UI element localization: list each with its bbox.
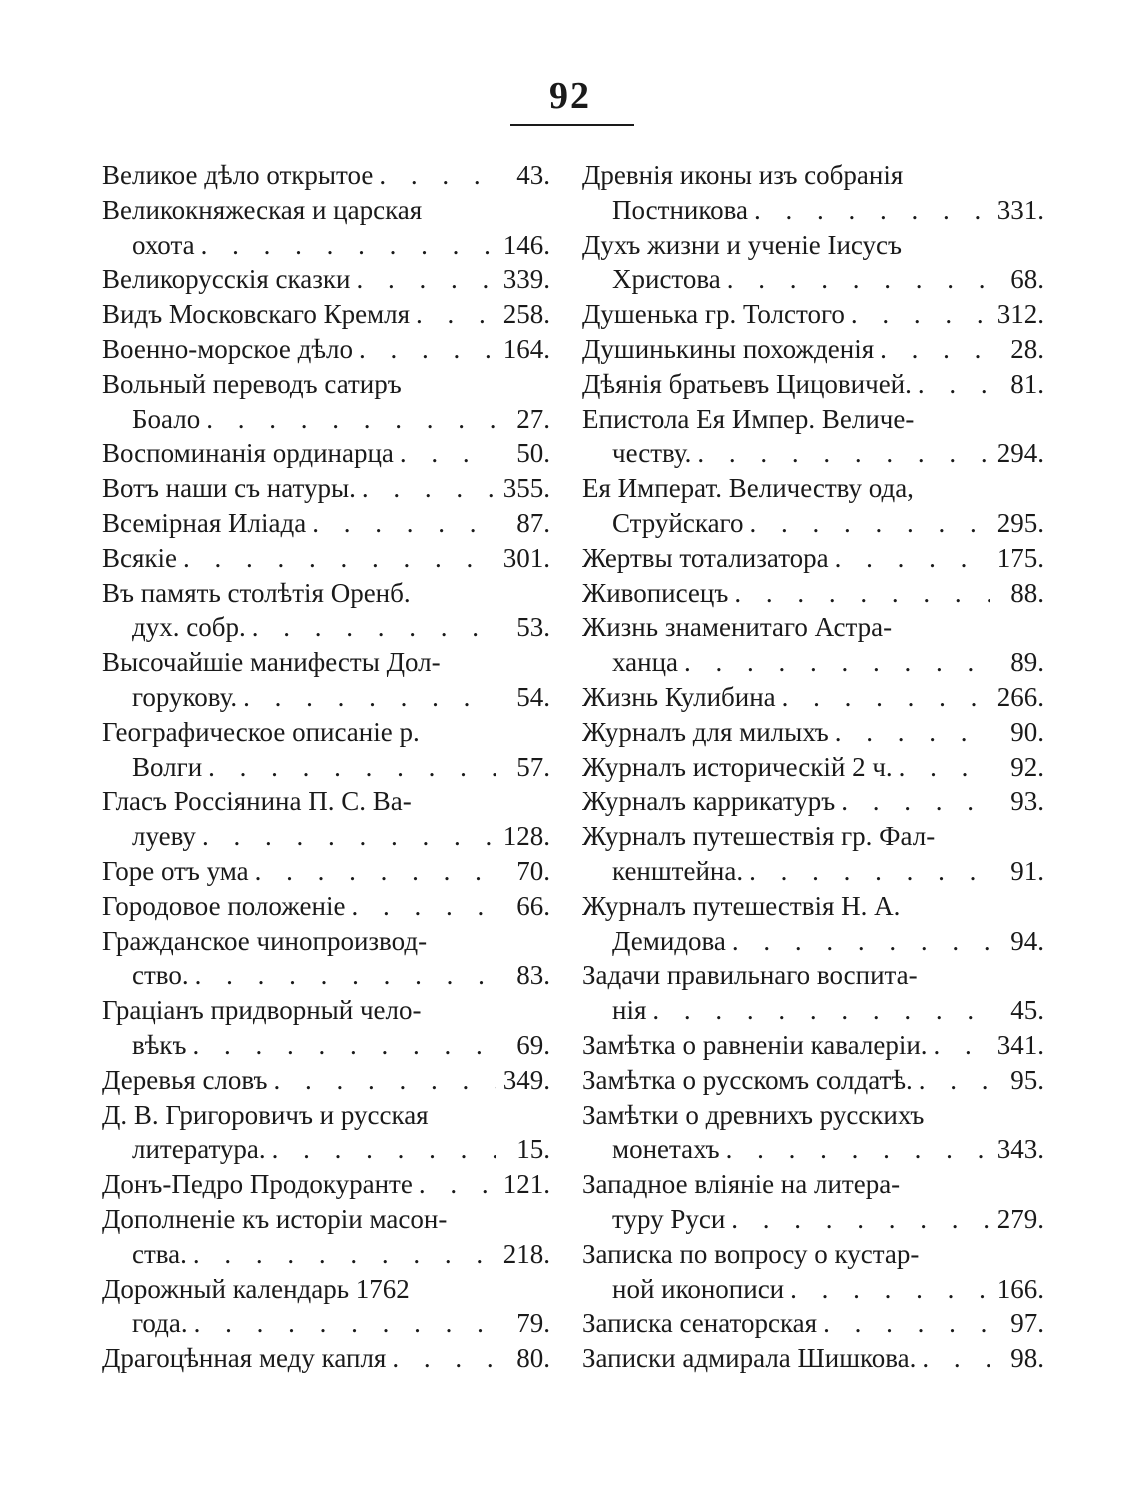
index-entry-page: 45.: [1010, 995, 1044, 1026]
index-entry-line: [582, 1237, 1044, 1272]
index-entry-line: [102, 1167, 550, 1202]
index-entry-title: Журналъ путешествія гр. Фал-: [582, 821, 936, 852]
index-entry: [582, 1306, 1044, 1341]
dot-leader: [350, 262, 496, 297]
index-entry-title: Жизнь знаменитаго Астра-: [582, 612, 893, 643]
index-entry: [582, 1341, 1044, 1376]
index-entry-title: Дополненіе къ исторіи масон-: [102, 1203, 448, 1234]
index-entry-continuation: [102, 680, 550, 715]
index-entry-page: 68.: [1010, 264, 1044, 295]
index-entry-title: года.: [132, 1308, 188, 1339]
index-entry-line: [582, 750, 1044, 785]
index-entry: [102, 576, 550, 646]
index-entry-continuation: [102, 819, 550, 854]
index-entry-title: Гражданское чинопроизвод-: [102, 925, 428, 956]
index-entry-title: литература.: [132, 1134, 266, 1165]
dot-leader: [237, 680, 496, 715]
index-entry-title: Великое дѣло открытое: [102, 160, 374, 190]
dot-leader: [187, 1028, 497, 1063]
dot-leader: [928, 1028, 990, 1063]
index-entry-page: 279.: [996, 1203, 1044, 1234]
index-entry-line: [582, 680, 1044, 715]
dot-leader: [177, 541, 496, 576]
index-entry-title: туру Руси: [612, 1203, 726, 1234]
index-entry-continuation: [582, 1132, 1044, 1167]
index-entry-page: 301.: [502, 542, 550, 573]
index-entry: [582, 297, 1044, 332]
index-entry-page: 27.: [516, 403, 550, 434]
index-entry-page: 341.: [996, 1029, 1044, 1060]
index-entry-line: [582, 889, 1044, 924]
dot-leader: [743, 506, 990, 541]
index-entry: [582, 402, 1044, 472]
index-entry: [582, 367, 1044, 402]
index-entry-page: 90.: [1010, 716, 1044, 747]
index-entry-line: [582, 332, 1044, 367]
index-entry-line: [102, 993, 550, 1028]
index-entry-line: [582, 1098, 1044, 1133]
index-entry-continuation: [582, 854, 1044, 889]
index-entry-line: [102, 1341, 550, 1376]
index-entry-page: 294.: [996, 438, 1044, 469]
index-entry-page: 121.: [502, 1169, 550, 1200]
index-entry: [102, 297, 550, 332]
dot-leader: [893, 750, 990, 785]
index-entry-page: 349.: [502, 1064, 550, 1095]
index-entry-title: Горе отъ ума: [102, 855, 249, 886]
dot-leader: [678, 645, 990, 680]
index-entry-line: [102, 645, 550, 680]
index-entry-page: 166.: [996, 1273, 1044, 1304]
index-entry-title: Журналъ каррикатуръ: [582, 786, 836, 817]
index-entry: [582, 1063, 1044, 1098]
dot-leader: [202, 750, 496, 785]
index-entry-line: [102, 576, 550, 611]
index-entry: [102, 993, 550, 1063]
index-entry: [582, 1098, 1044, 1168]
index-entry-line: [102, 715, 550, 750]
dot-leader: [725, 1202, 990, 1237]
index-entry-page: 54.: [516, 681, 550, 712]
index-entry-line: [582, 1306, 1044, 1341]
dot-leader: [356, 471, 496, 506]
index-entry: [582, 576, 1044, 611]
dot-leader: [817, 1306, 990, 1341]
index-entry-page: 43.: [516, 160, 550, 190]
index-entry-line: [102, 541, 550, 576]
index-entry-title: Географическое описаніе р.: [102, 716, 420, 747]
index-entry-title: дух. собр.: [132, 612, 246, 643]
index-entry: [102, 645, 550, 715]
index-entry-title: кенштейна.: [612, 855, 744, 886]
dot-leader: [913, 1063, 990, 1098]
index-entry-page: 98.: [1010, 1343, 1044, 1374]
index-entry-title: Гласъ Россіянина П. С. Ва-: [102, 786, 412, 817]
index-entry-page: 164.: [502, 333, 550, 364]
index-entry-line: [102, 506, 550, 541]
index-entry-continuation: [102, 958, 550, 993]
index-entry-title: Великокняжеская и царская: [102, 194, 423, 225]
dot-leader: [266, 1132, 496, 1167]
index-entry: [582, 1028, 1044, 1063]
index-entry-title: Ея Императ. Величеству ода,: [582, 473, 914, 504]
index-entry: [582, 158, 1044, 228]
index-entry-continuation: [102, 750, 550, 785]
index-entry-page: 355.: [502, 473, 550, 504]
index-entry-continuation: [582, 1272, 1044, 1307]
index-entry-title: Замѣтки о древнихъ русскихъ: [582, 1099, 925, 1130]
page-number: 92: [549, 75, 591, 117]
index-entry-title: Боало: [132, 403, 201, 434]
index-entry-title: Городовое положеніе: [102, 890, 346, 921]
index-entry-line: [582, 471, 1044, 506]
index-entry-page: 266.: [996, 681, 1044, 712]
index-entry-line: [582, 610, 1044, 645]
index-entry-page: 81.: [1010, 368, 1044, 399]
index-entry-title: Епистола Ея Импер. Величе-: [582, 403, 915, 434]
index-entry-page: 28.: [1010, 333, 1044, 364]
index-entry: [102, 193, 550, 263]
dot-leader: [195, 228, 496, 263]
index-entry-line: [582, 715, 1044, 750]
index-entry-page: 312.: [996, 299, 1044, 330]
index-entry-page: 57.: [516, 751, 550, 782]
index-entry-title: Драгоцѣнная меду капля: [102, 1343, 387, 1374]
index-entry-line: [582, 1341, 1044, 1376]
index-entry: [102, 889, 550, 924]
index-entry-page: 331.: [996, 194, 1044, 225]
dot-leader: [874, 332, 990, 367]
index-entry-continuation: [582, 506, 1044, 541]
dot-leader: [784, 1272, 990, 1307]
index-entry-title: Христова: [612, 264, 721, 295]
index-entry-continuation: [102, 610, 550, 645]
index-entry: [582, 1167, 1044, 1237]
index-entry-title: Духъ жизни и ученіе Іисусъ: [582, 229, 902, 260]
index-entry-title: честву.: [612, 438, 692, 469]
index-entry-line: [102, 367, 550, 402]
dot-leader: [249, 854, 496, 889]
index-entry-page: 258.: [502, 299, 550, 330]
index-entry-line: [102, 262, 550, 297]
index-entry: [582, 819, 1044, 889]
index-entry-line: [582, 784, 1044, 819]
index-entry: [102, 854, 550, 889]
index-entry-continuation: [102, 402, 550, 437]
index-entry-line: [102, 1272, 550, 1307]
dot-leader: [728, 576, 990, 611]
dot-leader: [196, 819, 496, 854]
index-entry-title: охота: [132, 229, 195, 260]
index-entry-line: [102, 1063, 550, 1098]
index-entry: [582, 889, 1044, 959]
index-entry-line: [582, 1063, 1044, 1098]
index-entry-title: Струйскаго: [612, 507, 744, 538]
index-entry: [582, 784, 1044, 819]
dot-leader: [187, 1237, 496, 1272]
index-entry-line: [582, 576, 1044, 611]
index-entry-line: [102, 158, 550, 193]
index-entry-page: 91.: [1010, 855, 1044, 886]
index-entry-continuation: [582, 262, 1044, 297]
dot-leader: [845, 297, 990, 332]
index-entry-title: нія: [612, 995, 647, 1026]
index-entry: [102, 367, 550, 437]
index-entry-page: 66.: [516, 890, 550, 921]
index-entry-title: Записки адмирала Шишкова.: [582, 1343, 917, 1374]
index-entry-page: 175.: [996, 542, 1044, 573]
index-entry-title: Жизнь Кулибина: [582, 681, 776, 712]
index-entry-page: 128.: [502, 821, 550, 852]
index-entry-title: Записка по вопросу о кустар-: [582, 1238, 920, 1269]
index-entry-title: ной иконописи: [612, 1273, 785, 1304]
index-entry-title: Видъ Московскаго Кремля: [102, 299, 411, 330]
index-entry-page: 69.: [516, 1029, 550, 1060]
index-entry-title: ства.: [132, 1238, 187, 1269]
index-entry-title: Постникова: [612, 194, 748, 225]
index-entry-line: [102, 332, 550, 367]
index-entry-title: Задачи правильнаго воспита-: [582, 960, 918, 991]
index-entry-title: горукову.: [132, 681, 238, 712]
index-entry: [582, 715, 1044, 750]
dot-leader: [189, 958, 496, 993]
index-entry-continuation: [582, 193, 1044, 228]
index-entry-line: [102, 854, 550, 889]
index-entry-title: Вотъ наши съ натуры.: [102, 473, 356, 504]
dot-leader: [835, 784, 990, 819]
index-entry-title: Граціанъ придворный чело-: [102, 995, 422, 1026]
index-entry-page: 92.: [1010, 751, 1044, 782]
dot-leader: [200, 402, 496, 437]
index-entry-line: [582, 367, 1044, 402]
index-entry-title: Всякіе: [102, 542, 178, 573]
index-entry: [102, 1063, 550, 1098]
index-entry-title: Дѣянія братьевъ Цицовичей.: [582, 368, 912, 399]
index-entry-line: [102, 1202, 550, 1237]
dot-leader: [691, 436, 990, 471]
index-entry: [582, 228, 1044, 298]
index-entry-line: [582, 1167, 1044, 1202]
dot-leader: [410, 297, 496, 332]
index-entry-continuation: [582, 645, 1044, 680]
dot-leader: [721, 262, 990, 297]
index-entry-page: 79.: [516, 1308, 550, 1339]
index-entry-page: 83.: [516, 960, 550, 991]
index-entry-title: Живописецъ: [582, 577, 729, 608]
index-entry-page: 89.: [1010, 647, 1044, 678]
index-entry-page: 70.: [516, 855, 550, 886]
index-entry: [582, 958, 1044, 1028]
index-entry-page: 295.: [996, 507, 1044, 538]
index-entry-continuation: [102, 1132, 550, 1167]
index-entry-title: Вольный переводъ сатиръ: [102, 368, 402, 399]
index-entry-page: 339.: [502, 264, 550, 295]
index-entry-title: Журналъ для милыхъ: [582, 716, 829, 747]
dot-leader: [916, 1341, 990, 1376]
index-entry: [102, 715, 550, 785]
dot-leader: [829, 715, 990, 750]
index-entry-page: 15.: [516, 1134, 550, 1165]
index-entry: [582, 680, 1044, 715]
index-entry-line: [582, 158, 1044, 193]
index-entry-continuation: [102, 1028, 550, 1063]
dot-leader: [776, 680, 990, 715]
left-index-column: [102, 158, 550, 1376]
index-entry: [102, 924, 550, 994]
index-entry: [582, 471, 1044, 541]
index-entry-line: [102, 436, 550, 471]
index-entry-title: Воспоминанія ординарца: [102, 438, 394, 469]
index-entry-line: [102, 1098, 550, 1133]
index-entry-title: Жертвы тотализатора: [582, 542, 829, 573]
index-entry-title: вѣкъ: [132, 1029, 187, 1060]
index-entry-continuation: [582, 924, 1044, 959]
index-entry-continuation: [582, 993, 1044, 1028]
index-entry: [582, 1237, 1044, 1307]
index-entry-title: Волги: [132, 751, 203, 782]
index-entry-page: 218.: [502, 1238, 550, 1269]
index-entry-line: [582, 958, 1044, 993]
dot-leader: [726, 924, 990, 959]
index-entry: [582, 750, 1044, 785]
index-entry: [102, 541, 550, 576]
dot-leader: [912, 367, 990, 402]
index-entry-line: [582, 402, 1044, 437]
index-entry: [102, 1341, 550, 1376]
index-entry-title: ханца: [612, 647, 679, 678]
index-entry-line: [582, 228, 1044, 263]
index-entry-page: 97.: [1010, 1308, 1044, 1339]
index-entry-title: Душинькины похожденія: [582, 333, 875, 364]
index-entry-line: [102, 889, 550, 924]
index-entry-title: Военно-морское дѣло: [102, 333, 353, 364]
index-entry-title: Дорожный календарь 1762: [102, 1273, 410, 1304]
dot-leader: [267, 1063, 496, 1098]
index-entry-title: Записка сенаторская: [582, 1308, 818, 1339]
dot-leader: [720, 1132, 990, 1167]
index-entry-page: 88.: [1010, 577, 1044, 608]
dot-leader: [743, 854, 990, 889]
right-index-column: [582, 158, 1044, 1376]
page-number-rule: [510, 124, 634, 126]
dot-leader: [394, 436, 496, 471]
dot-leader: [413, 1167, 496, 1202]
index-entry-title: Душенька гр. Толстого: [582, 299, 845, 330]
index-entry: [102, 471, 550, 506]
index-entry-line: [102, 193, 550, 228]
index-entry-page: 94.: [1010, 925, 1044, 956]
dot-leader: [646, 993, 990, 1028]
dot-leader: [306, 506, 496, 541]
index-entry: [102, 784, 550, 854]
index-entry-page: 50.: [516, 438, 550, 469]
index-entry-title: Д. В. Григоровичъ и русская: [102, 1099, 429, 1130]
index-entry-page: 146.: [502, 229, 550, 260]
index-entry-title: Журналъ путешествія Н. А.: [582, 890, 901, 921]
index-entry: [582, 541, 1044, 576]
index-entry: [102, 1272, 550, 1342]
index-entry-continuation: [102, 228, 550, 263]
index-entry: [102, 1167, 550, 1202]
index-entry-line: [102, 924, 550, 959]
index-entry-title: Всемірная Иліада: [102, 507, 307, 538]
index-entry: [102, 436, 550, 471]
index-entry-line: [582, 541, 1044, 576]
index-entry: [102, 262, 550, 297]
index-entry-continuation: [582, 436, 1044, 471]
index-entry: [102, 158, 550, 193]
index-entry: [102, 1098, 550, 1168]
index-entry-title: Донъ-Педро Продокуранте: [102, 1169, 413, 1200]
index-entry: [102, 1202, 550, 1272]
index-entry-continuation: [102, 1237, 550, 1272]
index-entry-page: 87.: [516, 507, 550, 538]
index-entry-page: 93.: [1010, 786, 1044, 817]
index-entry-title: луеву: [132, 821, 196, 852]
dot-leader: [246, 610, 496, 645]
dot-leader: [829, 541, 990, 576]
dot-leader: [748, 193, 990, 228]
index-entry-title: Замѣтка о равненіи кавалеріи.: [582, 1029, 928, 1060]
index-entry: [102, 506, 550, 541]
index-entry: [102, 332, 550, 367]
dot-leader: [345, 889, 496, 924]
index-entry-title: Высочайшіе манифесты Дол-: [102, 647, 441, 678]
index-entry: [582, 610, 1044, 680]
index-entry-page: 53.: [516, 612, 550, 643]
index-entry-line: [102, 784, 550, 819]
index-entry-line: [582, 819, 1044, 854]
index-entry-page: 80.: [516, 1343, 550, 1374]
index-entry-title: Журналъ историческій 2 ч.: [582, 751, 893, 782]
index-entry: [582, 332, 1044, 367]
index-entry-title: ство.: [132, 960, 189, 991]
dot-leader: [188, 1306, 496, 1341]
index-entry-title: Древнія иконы изъ собранія: [582, 160, 904, 190]
index-entry-title: Великорусскія сказки: [102, 264, 351, 295]
index-entry-page: 343.: [996, 1134, 1044, 1165]
dot-leader: [386, 1341, 496, 1376]
index-entry-title: Демидова: [612, 925, 726, 956]
index-entry-page: 95.: [1010, 1064, 1044, 1095]
index-entry-title: Западное вліяніе на литера-: [582, 1169, 901, 1200]
index-entry-line: [102, 297, 550, 332]
index-entry-line: [582, 1028, 1044, 1063]
index-entry-title: Деревья словъ: [102, 1064, 268, 1095]
index-entry-title: Замѣтка о русскомъ солдатѣ.: [582, 1064, 913, 1095]
index-entry-line: [582, 297, 1044, 332]
index-entry-line: [102, 471, 550, 506]
index-entry-continuation: [102, 1306, 550, 1341]
index-entry-continuation: [582, 1202, 1044, 1237]
index-entry-title: Въ память столѣтія Оренб.: [102, 577, 411, 608]
index-entry-title: монетахъ: [612, 1134, 720, 1165]
dot-leader: [373, 158, 496, 193]
dot-leader: [353, 332, 496, 367]
